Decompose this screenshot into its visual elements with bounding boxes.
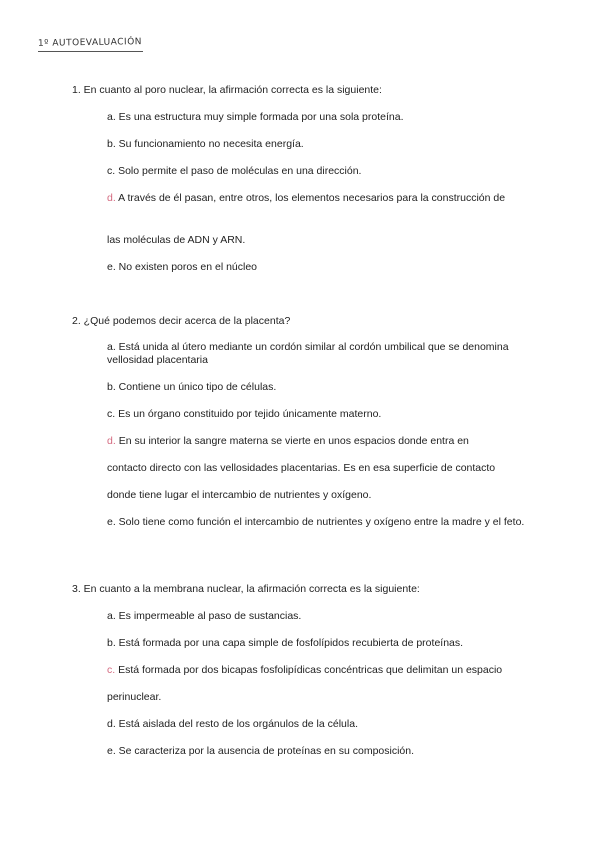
q2-option-e: e. Solo tiene como función el intercambio de nutrientes y oxígeno entre la madre y el feto. bbox=[107, 516, 525, 528]
q1-option-d-line1: A través de él pasan, entre otros, los elementos necesarios para la construcción de bbox=[118, 192, 506, 204]
q2-option-a: a. Está unida al útero mediante un cordón similar al cordón umbilical que se denomina vellosidad placentaria bbox=[107, 341, 509, 366]
q1-option-d-line2: las moléculas de ADN y ARN. bbox=[107, 234, 246, 246]
q3-option-c-line1: Está formada por dos bicapas fosfolipídicas concéntricas que delimitan un espacio bbox=[118, 664, 503, 676]
q3-option-a: a. Es impermeable al paso de sustancias. bbox=[107, 610, 302, 622]
q2-option-c: c. Es un órgano constituido por tejido únicamente materno. bbox=[107, 408, 382, 420]
handwritten-title: 1º AUTOEVALUACIÓN bbox=[37, 37, 143, 49]
correct-answer-mark: c. bbox=[107, 664, 116, 676]
q2-option-d-line2: contacto directo con las vellosidades placentarias. Es en esa superficie de contacto bbox=[107, 462, 496, 474]
q2-option-b: b. Contiene un único tipo de células. bbox=[107, 381, 277, 393]
q1-option-a: a. Es una estructura muy simple formada por una sola proteína. bbox=[107, 111, 404, 123]
q1-option-c: c. Solo permite el paso de moléculas en una dirección. bbox=[107, 165, 362, 177]
q1-option-d bbox=[107, 192, 537, 205]
q1-option-b: b. Su funcionamiento no necesita energía. bbox=[107, 138, 304, 150]
q2-option-d bbox=[107, 435, 537, 448]
correct-answer-mark: d. bbox=[107, 435, 116, 447]
question-2: 2. ¿Qué podemos decir acerca de la placenta? bbox=[72, 315, 291, 327]
q3-option-d: d. Está aislada del resto de los orgánulos de la célula. bbox=[107, 718, 358, 730]
q3-option-b: b. Está formada por una capa simple de fosfolípidos recubierta de proteínas. bbox=[107, 637, 464, 649]
q3-option-c bbox=[107, 664, 537, 677]
q3-option-c-line2: perinuclear. bbox=[107, 691, 162, 703]
correct-answer-mark: d. bbox=[107, 192, 116, 204]
q2-option-d-line1: En su interior la sangre materna se vierte en unos espacios donde entra en bbox=[118, 435, 469, 447]
q2-option-d-line3: donde tiene lugar el intercambio de nutrientes y oxígeno. bbox=[107, 489, 372, 501]
question-1: 1. En cuanto al poro nuclear, la afirmación correcta es la siguiente: bbox=[72, 84, 382, 96]
handwritten-underline bbox=[38, 51, 143, 52]
q3-option-e: e. Se caracteriza por la ausencia de proteínas en su composición. bbox=[107, 745, 415, 757]
question-3: 3. En cuanto a la membrana nuclear, la afirmación correcta es la siguiente: bbox=[72, 583, 420, 595]
q1-option-e: e. No existen poros en el núcleo bbox=[107, 261, 258, 273]
